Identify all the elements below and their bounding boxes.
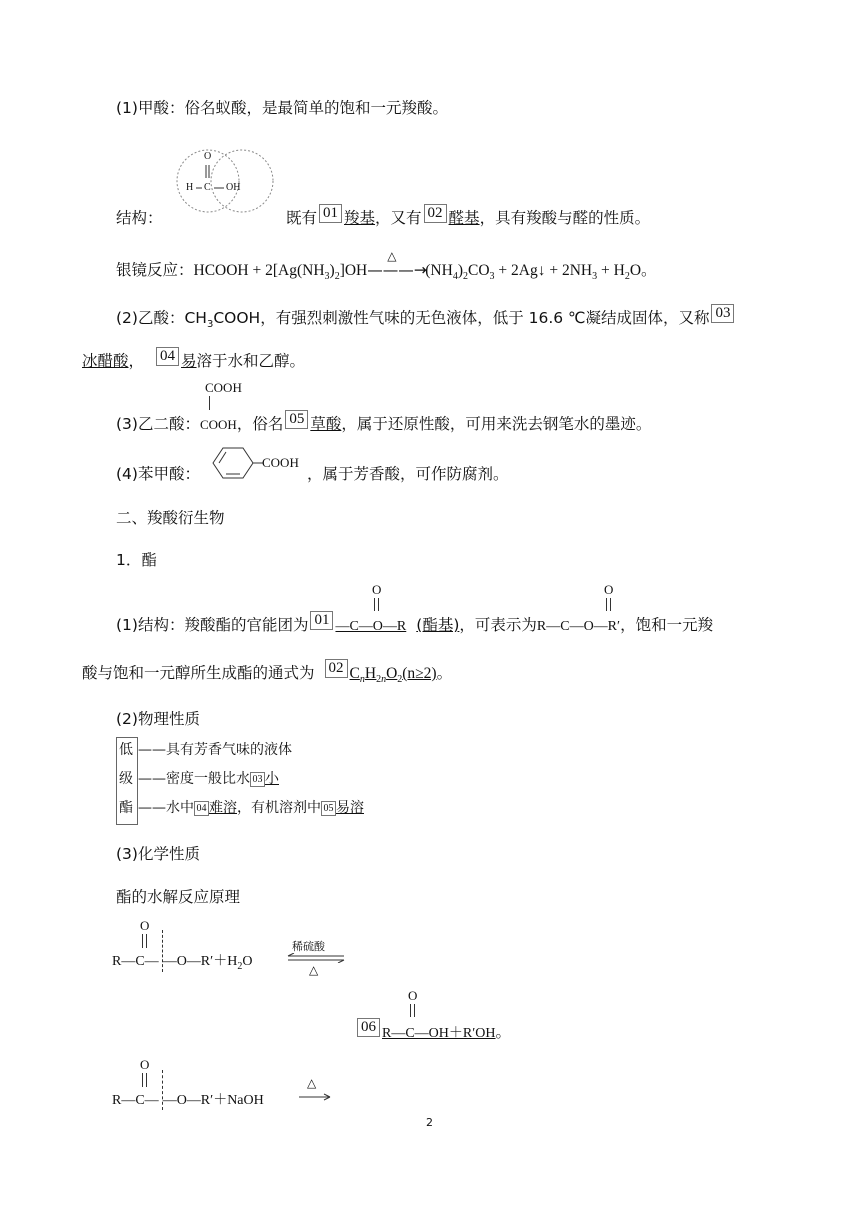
reversible-arrow-icon bbox=[286, 953, 346, 963]
answer-number-02b: 02 bbox=[325, 659, 348, 678]
answer-number-03: 03 bbox=[711, 304, 734, 323]
answer-carboxyl: 羧基 bbox=[344, 209, 376, 227]
acid-hydrolysis-product: 06 R—C—OH＋R′OH。 bbox=[355, 1020, 511, 1043]
page-number: 2 bbox=[426, 1116, 433, 1129]
answer-number-03b: 03 bbox=[250, 772, 265, 787]
oxalic-line: (3)乙二酸：COOH，俗名 05 草酸，属于还原性酸，可用来洗去钢笔水的墨迹。 bbox=[116, 411, 652, 433]
heat-symbol-3: △ bbox=[307, 1076, 317, 1090]
side-char-1: 低 bbox=[119, 742, 133, 758]
silver-mirror-equation: 银镜反应：HCOOH + $2[Ag(NH_3)_2]OH$ △ $———\to(NH_4)_2CO_3$ + 2Ag↓ + $2NH_3 + H_2O$。 bbox=[116, 249, 657, 283]
answer-number-02: 02 bbox=[424, 204, 447, 223]
ester-group: —C—O—R bbox=[335, 619, 407, 634]
answer-number-06: 06 bbox=[357, 1018, 380, 1037]
formic-groups-line: 既有 01 羧基，又有 02 醛基，具有羧酸与醛的性质。 bbox=[286, 205, 651, 227]
formic-title: (1)甲酸：俗名蚁酸，是最简单的饱和一元羧酸。 bbox=[116, 99, 448, 117]
answer-number-01: 01 bbox=[319, 204, 342, 223]
answer-glacial-acetic: 冰醋酸 bbox=[82, 352, 129, 370]
benzoic-desc: ，属于芳香酸，可作防腐剂。 bbox=[307, 465, 509, 483]
answer-number-01b: 01 bbox=[310, 611, 333, 630]
ester-group-o: O bbox=[372, 582, 382, 597]
product-o: O bbox=[408, 988, 418, 1003]
base-hydrolysis-o: O bbox=[140, 1057, 150, 1072]
chemical-properties-heading: (3)化学性质 bbox=[116, 845, 200, 863]
ester-repr-double-bond bbox=[606, 598, 611, 611]
answer-insoluble: 难溶 bbox=[209, 800, 237, 816]
struct-o: O bbox=[204, 151, 212, 162]
heat-symbol-2: △ bbox=[309, 963, 319, 977]
section-2-heading: 二、羧酸衍生物 bbox=[116, 509, 225, 527]
benzoic-cooh: COOH bbox=[262, 455, 299, 470]
ester-structure-line: (1)结构：羧酸酯的官能团为 01 —C—O—R (酯基)，可表示为R—C—O—R′，饱和一元羧 bbox=[116, 612, 714, 634]
answer-general-formula: $C_nH_{2n}O_2(n\ge 2)$ bbox=[349, 665, 437, 686]
oxalic-cooh-top: COOH bbox=[205, 380, 242, 395]
answer-hydrolysis-products: R—C—OH＋R′OH bbox=[382, 1026, 496, 1041]
acid-condition: 稀硫酸 bbox=[292, 940, 325, 953]
struct-h: H bbox=[186, 182, 194, 193]
phys-row-2: ——密度一般比水 03 小 bbox=[138, 771, 279, 787]
answer-aldehyde: 醛基 bbox=[448, 209, 480, 227]
struct-oh: OH bbox=[226, 182, 241, 193]
hydrolysis-double-bond bbox=[142, 934, 147, 948]
benzoic-label: (4)苯甲酸： bbox=[116, 465, 200, 483]
answer-ester-group-name: (酯基) bbox=[416, 616, 460, 634]
benzene-ring-diagram bbox=[203, 445, 263, 481]
arrow-icon bbox=[298, 1093, 332, 1101]
product-double-bond bbox=[410, 1004, 415, 1017]
ester-repr-o: O bbox=[604, 582, 614, 597]
physical-properties-heading: (2)物理性质 bbox=[116, 710, 200, 728]
answer-number-05b: 05 bbox=[321, 801, 336, 816]
answer-easily: 易 bbox=[181, 352, 197, 370]
hydrolysis-o: O bbox=[140, 918, 150, 933]
structure-label: 结构： bbox=[116, 209, 163, 227]
answer-number-05: 05 bbox=[285, 410, 308, 429]
acid-hydrolysis-lhs: R—C— $—O—R'+H_2O$ bbox=[112, 954, 253, 972]
ester-heading: 1．酯 bbox=[116, 551, 157, 569]
side-char-3: 酯 bbox=[119, 800, 133, 816]
acetic-line-2: 冰醋酸， 04 易溶于水和乙醇。 bbox=[82, 348, 306, 370]
oxalic-bond bbox=[209, 396, 210, 410]
answer-soluble: 易溶 bbox=[336, 800, 364, 816]
acetic-line-1: (2)乙酸：$CH_3COOH$，有强烈刺激性气味的无色液体，低于 16.6 ℃凝结成固体，又称 03 bbox=[116, 306, 736, 330]
phys-row-1: ——具有芳香气味的液体 bbox=[138, 742, 292, 758]
struct-c: C bbox=[204, 182, 211, 193]
heat-symbol: △ bbox=[387, 249, 397, 263]
formic-structure-diagram bbox=[170, 143, 280, 215]
answer-smaller: 小 bbox=[265, 771, 279, 787]
phys-row-3: ——水中 04 难溶，有机溶剂中 05 易溶 bbox=[138, 800, 364, 816]
answer-oxalic: 草酸 bbox=[310, 415, 342, 433]
ester-double-bond bbox=[374, 598, 379, 611]
base-double-bond bbox=[142, 1073, 147, 1087]
base-hydrolysis-lhs: R—C— —O—R′＋NaOH bbox=[112, 1093, 264, 1108]
answer-number-04b: 04 bbox=[194, 801, 209, 816]
answer-number-04: 04 bbox=[156, 347, 179, 366]
ester-formula-line: 酸与饱和一元醇所生成酯的通式为 02 $C_nH_{2n}O_2(n\ge 2)$。 bbox=[82, 660, 453, 686]
side-char-2: 级 bbox=[119, 771, 133, 787]
hydrolysis-subheading: 酯的水解反应原理 bbox=[116, 888, 241, 906]
